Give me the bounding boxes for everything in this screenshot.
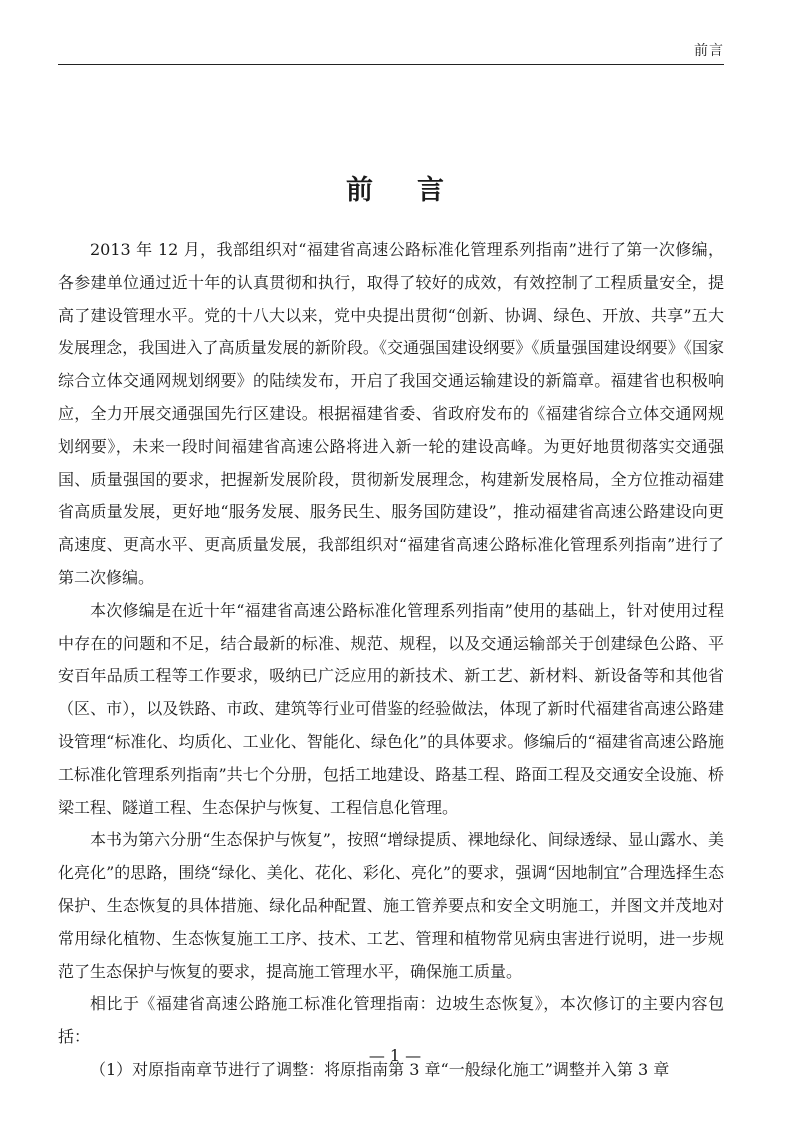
paragraph-1: 2013 年 12 月，我部组织对“福建省高速公路标准化管理系列指南”进行了第一次修编，各参建单位通过近十年的认真贯彻和执行，取得了较好的成效，有效控制了工程质量安全，提高了建设管理水平。党的十八大以来，党中央提出贯彻“创新、协调、绿色、开放、共享”五大发展理念，我国进入了高质量发展的新阶段。《交通强国建设纲要》《质量强国建设纲要》《国家综合立体交通网规划纲要》的陆续发布，开启了我国交通运输建设的新篇章。福建省也积极响应，全力开展交通强国先行区建设。根据福建省委、省政府发布的《福建省综合立体交通网规划纲要》，未来一段时间福建省高速公路将进入新一轮的建设高峰。为更好地贯彻落实交通强国、质量强国的要求，把握新发展阶段，贯彻新发展理念，构建新发展格局，全方位推动福建省高质量发展，更好地“服务发展、服务民生、服务国防建设”，推动福建省高速公路建设向更高速度、更高水平、更高质量发展，我部组织对“福建省高速公路标准化管理系列指南”进行了第二次修编。 bbox=[58, 240, 724, 587]
paragraph-5: （1）对原指南章节进行了调整：将原指南第 3 章“一般绿化施工”调整并入第 3 章 bbox=[90, 1059, 670, 1079]
running-header: 前言 bbox=[694, 43, 724, 59]
page-title: 前言 bbox=[346, 175, 488, 206]
paragraph-4: 相比于《福建省高速公路施工标准化管理指南：边坡生态恢复》，本次修订的主要内容包括： bbox=[58, 994, 724, 1047]
body-text bbox=[58, 234, 724, 1087]
paragraph-3: 本书为第六分册“生态保护与恢复”，按照“增绿提质、裸地绿化、间绿透绿、显山露水、美化亮化”的思路，围绕“绿化、美化、花化、彩化、亮化”的要求，强调“因地制宜”合理选择生态保护、生态恢复的具体措施、绿化品种配置、施工管养要点和安全文明施工，并图文并茂地对常用绿化植物、生态恢复施工工序、技术、工艺、管理和植物常见病虫害进行说明，进一步规范了生态保护与恢复的要求，提高施工管理水平，确保施工质量。 bbox=[58, 830, 724, 981]
paragraph-2: 本次修编是在近十年“福建省高速公路标准化管理系列指南”使用的基础上，针对使用过程中存在的问题和不足，结合最新的标准、规范、规程，以及交通运输部关于创建绿色公路、平安百年品质工程等工作要求，吸纳已广泛应用的新技术、新工艺、新材料、新设备等和其他省（区、市），以及铁路、市政、建筑等行业可借鉴的经验做法，体现了新时代福建省高速公路建设管理“标准化、均质化、工业化、智能化、绿色化”的具体要求。修编后的“福建省高速公路施工标准化管理系列指南”共七个分册，包括工地建设、路基工程、路面工程及交通安全设施、桥梁工程、隧道工程、生态保护与恢复、工程信息化管理。 bbox=[58, 600, 724, 817]
page-number: — 1 — bbox=[368, 1046, 422, 1065]
header-divider bbox=[58, 64, 724, 65]
